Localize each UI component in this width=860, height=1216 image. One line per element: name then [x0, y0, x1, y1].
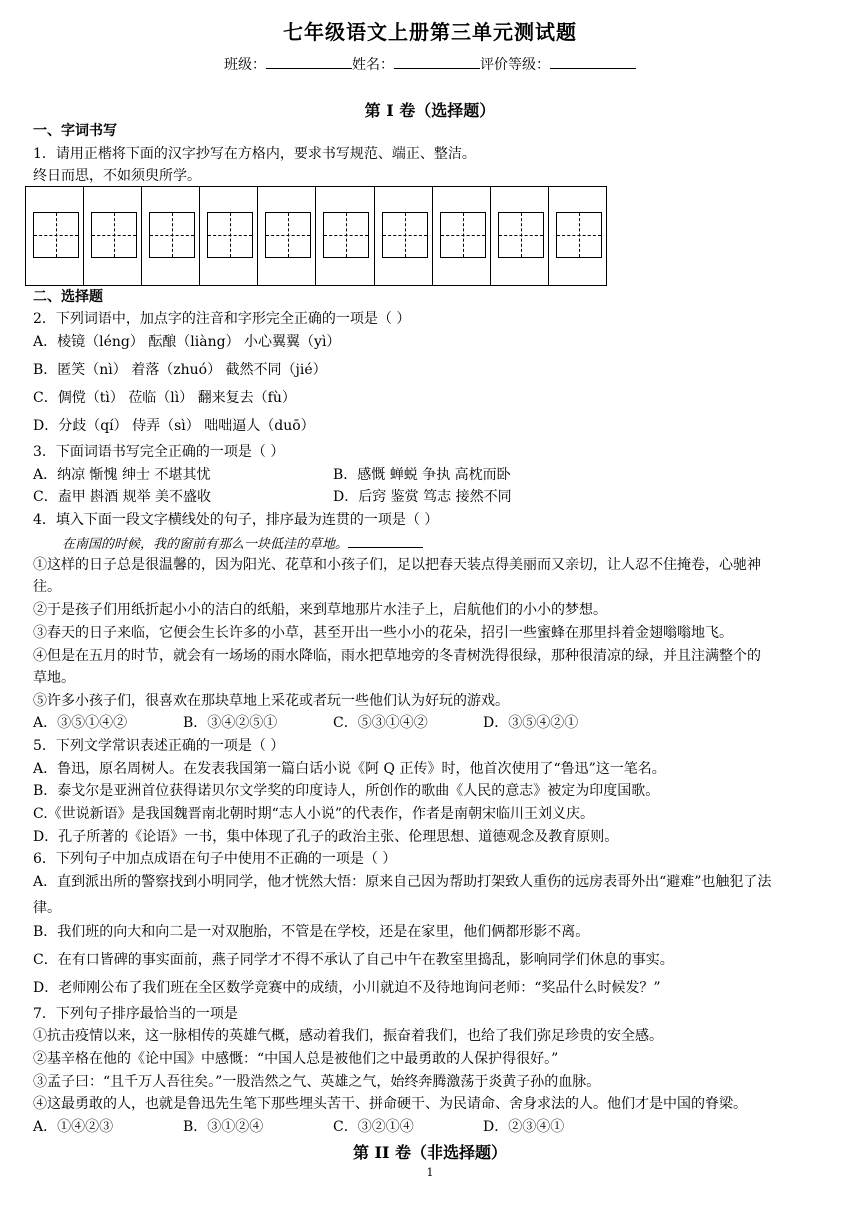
- q7-sentence-4: ④这最勇敢的人，也就是鲁迅先生笔下那些埋头苦干、拼命硬干、为民请命、舍身求法的人。他们才是中国的脊梁。: [33, 1096, 747, 1112]
- box-guide-vertical: [288, 213, 289, 257]
- q4-option-d[interactable]: D．③⑤④②①: [483, 715, 579, 731]
- q4-sentence-3: ③春天的日子来临，它便会生长许多的小草，甚至开出一些小小的花朵，招引一些蜜蜂在那里抖着金翅嗡嗡地飞。: [33, 625, 733, 641]
- class-label: 班级：: [224, 57, 266, 73]
- q2-option-c[interactable]: C．倜傥（tì） 莅临（lì） 翻来复去（fù）: [33, 390, 296, 406]
- class-blank[interactable]: [266, 54, 352, 69]
- box-guide-vertical: [172, 213, 173, 257]
- name-blank[interactable]: [394, 54, 480, 69]
- q3-option-d[interactable]: D．后窍 鉴赏 笃志 接然不同: [333, 489, 512, 505]
- grid-cell[interactable]: [84, 187, 142, 285]
- writing-grid: [25, 186, 607, 286]
- q1-stem: 1．请用正楷将下面的汉字抄写在方格内，要求书写规范、端正、整洁。: [33, 146, 476, 162]
- q7-option-d[interactable]: D．②③④①: [483, 1119, 565, 1135]
- tian-zi-box[interactable]: [498, 212, 544, 258]
- q7-sentence-2: ②基辛格在他的《论中国》中感慨：“中国人总是被他们之中最勇敢的人保护得很好。”: [33, 1051, 559, 1067]
- box-guide-vertical: [463, 213, 464, 257]
- q4-intro-text: 在南国的时候，我的窗前有那么一块低洼的草地。: [62, 537, 349, 552]
- q3-option-b[interactable]: B．感慨 蝉蜕 争执 高枕而卧: [333, 467, 511, 483]
- q7-stem: 7．下列句子排序最恰当的一项是: [33, 1006, 238, 1022]
- grid-cell[interactable]: [316, 187, 374, 285]
- q4-option-a[interactable]: A．③⑤①④②: [33, 715, 128, 731]
- grid-cell[interactable]: [491, 187, 549, 285]
- grade-label: 评价等级：: [480, 57, 550, 73]
- grid-cell[interactable]: [200, 187, 258, 285]
- tian-zi-box[interactable]: [556, 212, 602, 258]
- tian-zi-box[interactable]: [33, 212, 79, 258]
- q6-stem: 6．下列句子中加点成语在句子中使用不正确的一项是（ ）: [33, 851, 397, 867]
- grid-cell[interactable]: [549, 187, 606, 285]
- tian-zi-box[interactable]: [265, 212, 311, 258]
- q4-sentence-1: ①这样的日子总是很温馨的，因为阳光、花草和小孩子们，足以把春天装点得美丽而又亲切，让人忍不住掩卷，心驰神: [33, 557, 761, 573]
- q7-option-b[interactable]: B．③①②④: [183, 1119, 264, 1135]
- tian-zi-box[interactable]: [149, 212, 195, 258]
- box-guide-vertical: [114, 213, 115, 257]
- q3-stem: 3．下面词语书写完全正确的一项是（ ）: [33, 444, 285, 460]
- grid-cell[interactable]: [26, 187, 84, 285]
- box-guide-vertical: [521, 213, 522, 257]
- q4-sentence-5: ⑤许多小孩子们，很喜欢在那块草地上采花或者玩一些他们认为好玩的游戏。: [33, 693, 509, 709]
- q1-text: 终日而思，不如须臾所学。: [33, 168, 201, 184]
- q6-option-d[interactable]: D．老师刚公布了我们班在全区数学竞赛中的成绩，小川就迫不及待地询问老师：“奖品什么时候发？”: [33, 980, 661, 996]
- part1-title: 第 I 卷（选择题）: [364, 101, 496, 120]
- tian-zi-box[interactable]: [382, 212, 428, 258]
- grade-blank[interactable]: [550, 54, 636, 69]
- grid-cell[interactable]: [142, 187, 200, 285]
- q3-option-a[interactable]: A．纳凉 惭愧 绅士 不堪其忧: [33, 467, 211, 483]
- grid-cell[interactable]: [375, 187, 433, 285]
- q5-option-b[interactable]: B．泰戈尔是亚洲首位获得诺贝尔文学奖的印度诗人，所创作的歌曲《人民的意志》被定为印度国歌。: [33, 783, 660, 799]
- tian-zi-box[interactable]: [440, 212, 486, 258]
- q2-stem: 2．下列词语中，加点字的注音和字形完全正确的一项是（ ）: [33, 311, 411, 327]
- box-guide-vertical: [56, 213, 57, 257]
- q2-option-d[interactable]: D．分歧（qí） 侍弄（sì） 咄咄逼人（duō）: [33, 418, 315, 434]
- q4-stem: 4．填入下面一段文字横线处的句子，排序最为连贯的一项是（ ）: [33, 512, 439, 528]
- q7-option-a[interactable]: A．①④②③: [33, 1119, 114, 1135]
- part2-title: 第 II 卷（非选择题）: [352, 1143, 508, 1162]
- student-info-line: [0, 54, 860, 74]
- q6-option-a-cont: 律。: [33, 900, 61, 916]
- q6-option-b[interactable]: B．我们班的向大和向二是一对双胞胎，不管是在学校，还是在家里，他们俩都形影不离。: [33, 924, 590, 940]
- q5-stem: 5．下列文学常识表述正确的一项是（ ）: [33, 738, 285, 754]
- box-guide-vertical: [230, 213, 231, 257]
- q4-sentence-4: ④但是在五月的时节，就会有一场场的雨水降临，雨水把草地旁的冬青树洗得很绿，那种很清凉的绿，并且注满整个的: [33, 648, 761, 664]
- q4-sentence-4-cont: 草地。: [33, 670, 75, 686]
- grid-cell[interactable]: [258, 187, 316, 285]
- name-label: 姓名：: [352, 57, 394, 73]
- q6-option-a[interactable]: A．直到派出所的警察找到小明同学，他才恍然大悟：原来自己因为帮助打架致人重伤的远房表哥外出“避难”也触犯了法: [33, 874, 772, 890]
- q4-option-b[interactable]: B．③④②⑤①: [183, 715, 278, 731]
- q6-option-c[interactable]: C．在有口皆碑的事实面前，燕子同学才不得不承认了自己中午在教室里捣乱，影响同学们休息的事实。: [33, 952, 674, 968]
- q5-option-a[interactable]: A．鲁迅，原名周树人。在发表我国第一篇白话小说《阿 Q 正传》时，他首次使用了“鲁迅”这一笔名。: [33, 761, 666, 777]
- q7-sentence-1: ①抗击疫情以来，这一脉相传的英雄气概，感动着我们，振奋着我们，也给了我们弥足珍贵的安全感。: [33, 1028, 663, 1044]
- section2-title: 二、选择题: [33, 289, 103, 305]
- page-number: 1: [426, 1166, 434, 1179]
- box-guide-vertical: [405, 213, 406, 257]
- q4-sentence-1-cont: 往。: [33, 579, 61, 595]
- q3-option-c[interactable]: C．盍甲 斟酒 规举 美不盛收: [33, 489, 212, 505]
- q5-option-d[interactable]: D．孔子所著的《论语》一书，集中体现了孔子的政治主张、伦理思想、道德观念及教育原则。: [33, 829, 619, 845]
- q4-intro: [62, 533, 860, 554]
- exam-title: 七年级语文上册第三单元测试题: [283, 20, 577, 44]
- tian-zi-box[interactable]: [91, 212, 137, 258]
- tian-zi-box[interactable]: [323, 212, 369, 258]
- tian-zi-box[interactable]: [207, 212, 253, 258]
- box-guide-vertical: [346, 213, 347, 257]
- grid-cell[interactable]: [433, 187, 491, 285]
- q2-option-a[interactable]: A．棱镜（léng） 酝酿（liàng） 小心翼翼（yì）: [33, 334, 341, 350]
- q4-sentence-2: ②于是孩子们用纸折起小小的洁白的纸船，来到草地那片水洼子上，启航他们的小小的梦想。: [33, 602, 607, 618]
- q5-option-c[interactable]: C.《世说新语》是我国魏晋南北朝时期“志人小说”的代表作，作者是南朝宋临川王刘义庆。: [33, 806, 594, 822]
- box-guide-vertical: [579, 213, 580, 257]
- q2-option-b[interactable]: B．匿笑（nì） 着落（zhuó） 截然不同（jié）: [33, 362, 327, 378]
- section1-title: 一、字词书写: [33, 123, 117, 139]
- q7-sentence-3: ③孟子曰：“且千万人吾往矣。”一股浩然之气、英雄之气，始终奔腾激荡于炎黄子孙的血脉。: [33, 1074, 601, 1090]
- q4-option-c[interactable]: C．⑤③①④②: [333, 715, 428, 731]
- q4-blank[interactable]: [348, 533, 423, 548]
- q7-option-c[interactable]: C．③②①④: [333, 1119, 414, 1135]
